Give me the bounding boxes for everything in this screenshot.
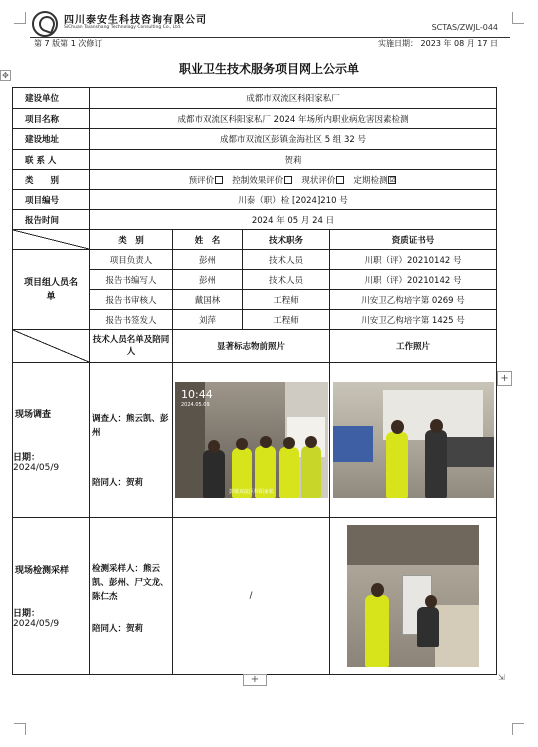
- checkbox-status-assessment[interactable]: [336, 176, 344, 184]
- row-contact: [13, 150, 497, 170]
- landmark-photo[interactable]: [175, 382, 328, 498]
- person-vest: [301, 446, 321, 498]
- person-vest: [386, 432, 408, 498]
- member-cert: 川安卫乙构培字第 1425 号: [330, 310, 497, 330]
- member-name: 彭州: [173, 250, 243, 270]
- member-role: 项目负责人: [90, 250, 173, 270]
- unit-label: 建设单位: [13, 88, 90, 109]
- work-photo-cell: [330, 363, 497, 518]
- team-group-label: 项目组人员名单: [13, 250, 90, 330]
- row-category: [13, 170, 497, 190]
- member-title: 技术人员: [243, 250, 330, 270]
- team-col-role: 类 别: [90, 230, 173, 250]
- checkbox-periodic-test[interactable]: ☑: [389, 176, 396, 184]
- work-photo-cell: [330, 518, 497, 675]
- site-sampling-row: [13, 518, 497, 675]
- project-no-label: 项目编号: [13, 190, 90, 210]
- member-name: 戴国林: [173, 290, 243, 310]
- row-address: [13, 129, 497, 150]
- team-col-title: 技术职务: [243, 230, 330, 250]
- category-label: 类 别: [13, 170, 90, 190]
- landmark-photo-cell: [173, 363, 330, 518]
- project-label: 项目名称: [13, 109, 90, 129]
- category-options: [90, 170, 497, 190]
- person: [425, 430, 447, 498]
- company-name-en: SiChuan Taianshang Technology Consulting Co., Ltd.: [64, 25, 182, 30]
- investigator-names: 熊云凯、彭州: [92, 414, 169, 438]
- companion-label: 陪同人：: [92, 624, 127, 634]
- category-status-assessment: 现状评价: [301, 175, 336, 186]
- photo-date: 2024.05.09: [181, 402, 210, 408]
- companion-name: 贺莉: [126, 624, 144, 634]
- row-project-no: [13, 190, 497, 210]
- team-col-name: 姓 名: [173, 230, 243, 250]
- diagonal-cell: [13, 230, 90, 250]
- row-report-time: [13, 210, 497, 230]
- contact-value: 贺莉: [90, 150, 497, 170]
- person-vest: [365, 595, 389, 667]
- work-photo-sampling[interactable]: [347, 525, 479, 667]
- member-title: 技术人员: [243, 270, 330, 290]
- implementation-date: 实施日期： 2023 年 08 月 17 日: [378, 39, 498, 48]
- diagonal-cell: [13, 330, 90, 363]
- document-header: [30, 8, 510, 48]
- table-resize-handle-icon[interactable]: ⇲: [498, 673, 505, 682]
- photo-watermark: 彭镇双流区科阳家私: [229, 489, 275, 495]
- member-role: 报告书签发人: [90, 310, 173, 330]
- team-header-row: [13, 230, 497, 250]
- category-control-effect: 控制效果评价: [232, 175, 284, 186]
- disclosure-table: [12, 87, 497, 675]
- photos-header-row: [13, 330, 497, 363]
- work-photo-survey[interactable]: [333, 382, 494, 498]
- member-title: 工程师: [243, 290, 330, 310]
- person: [417, 607, 439, 647]
- member-name: 彭州: [173, 270, 243, 290]
- address-label: 建设地址: [13, 129, 90, 150]
- member-role: 报告书审核人: [90, 290, 173, 310]
- investigator-label: 调查人：: [92, 414, 127, 424]
- category-pre-assessment: 预评价: [188, 175, 215, 186]
- checkbox-pre-assessment[interactable]: [215, 176, 223, 184]
- crop-mark-top-left: [14, 12, 26, 24]
- document-code: SCTAS/ZWJL-044: [431, 23, 498, 32]
- site-survey-date: 日期： 2024/05/9: [13, 453, 60, 473]
- project-no-value: 川泰（职）检 [2024]210 号: [90, 190, 497, 210]
- row-unit: [13, 88, 497, 109]
- category-periodic-test: 定期检测: [353, 175, 388, 186]
- photos-col-landmark: 显著标志物前照片: [173, 330, 330, 363]
- companion-label: 陪同人：: [92, 478, 127, 488]
- contact-label: 联 系 人: [13, 150, 90, 170]
- crop-mark-bottom-right: [512, 723, 524, 735]
- checkbox-control-effect[interactable]: [284, 176, 292, 184]
- person: [203, 450, 225, 498]
- member-cert: 川职（评）20210142 号: [330, 270, 497, 290]
- photo-time: 10:44: [181, 388, 213, 401]
- person-vest: [279, 447, 299, 498]
- member-name: 刘萍: [173, 310, 243, 330]
- report-time-label: 报告时间: [13, 210, 90, 230]
- photos-col-work: 工作照片: [330, 330, 497, 363]
- page-title: 职业卫生技术服务项目网上公示单: [178, 62, 359, 76]
- member-cert: 川安卫乙构培字第 0269 号: [330, 290, 497, 310]
- site-sampling-date: 日期： 2024/05/9: [13, 609, 60, 629]
- row-project: [13, 109, 497, 129]
- company-name-cn: 四川泰安生科技咨询有限公司: [64, 15, 207, 26]
- site-sampling-stage-cell: [13, 518, 90, 675]
- site-survey-row: [13, 363, 497, 518]
- site-sampling-stage: 现场检测采样: [15, 566, 70, 576]
- site-sampling-people: [90, 518, 173, 675]
- team-row: [13, 250, 497, 270]
- site-survey-stage-cell: [13, 363, 90, 518]
- crop-mark-top-right: [512, 12, 524, 24]
- team-col-cert: 资质证书号: [330, 230, 497, 250]
- member-cert: 川职（评）20210142 号: [330, 250, 497, 270]
- sampler-names: 熊云凯、彭州、尸文龙、陈仁杰: [92, 564, 169, 602]
- version-text: 第 7 版第 1 次修订: [34, 39, 103, 48]
- member-title: 工程师: [243, 310, 330, 330]
- unit-value: 成都市双流区科阳家私厂: [90, 88, 497, 109]
- photos-col-people: 技术人员名单及陪同人: [90, 330, 173, 363]
- empty-landmark-cell: /: [173, 518, 330, 675]
- add-row-button[interactable]: +: [243, 674, 267, 686]
- add-column-button[interactable]: +: [497, 371, 512, 386]
- company-logo-icon: [32, 11, 58, 37]
- crop-mark-bottom-left: [14, 723, 26, 735]
- report-time-value: 2024 年 05 月 24 日: [90, 210, 497, 230]
- member-role: 报告书编写人: [90, 270, 173, 290]
- address-value: 成都市双流区彭镇金海社区 5 组 32 号: [90, 129, 497, 150]
- project-value: 成都市双流区科阳家私厂 2024 年场所内职业病危害因素检测: [90, 109, 497, 129]
- site-survey-stage: 现场调查: [15, 410, 52, 420]
- site-survey-people: [90, 363, 173, 518]
- table-move-handle-icon[interactable]: ✥: [0, 70, 11, 81]
- sampler-label: 检测采样人：: [92, 564, 144, 574]
- companion-name: 贺莉: [126, 478, 144, 488]
